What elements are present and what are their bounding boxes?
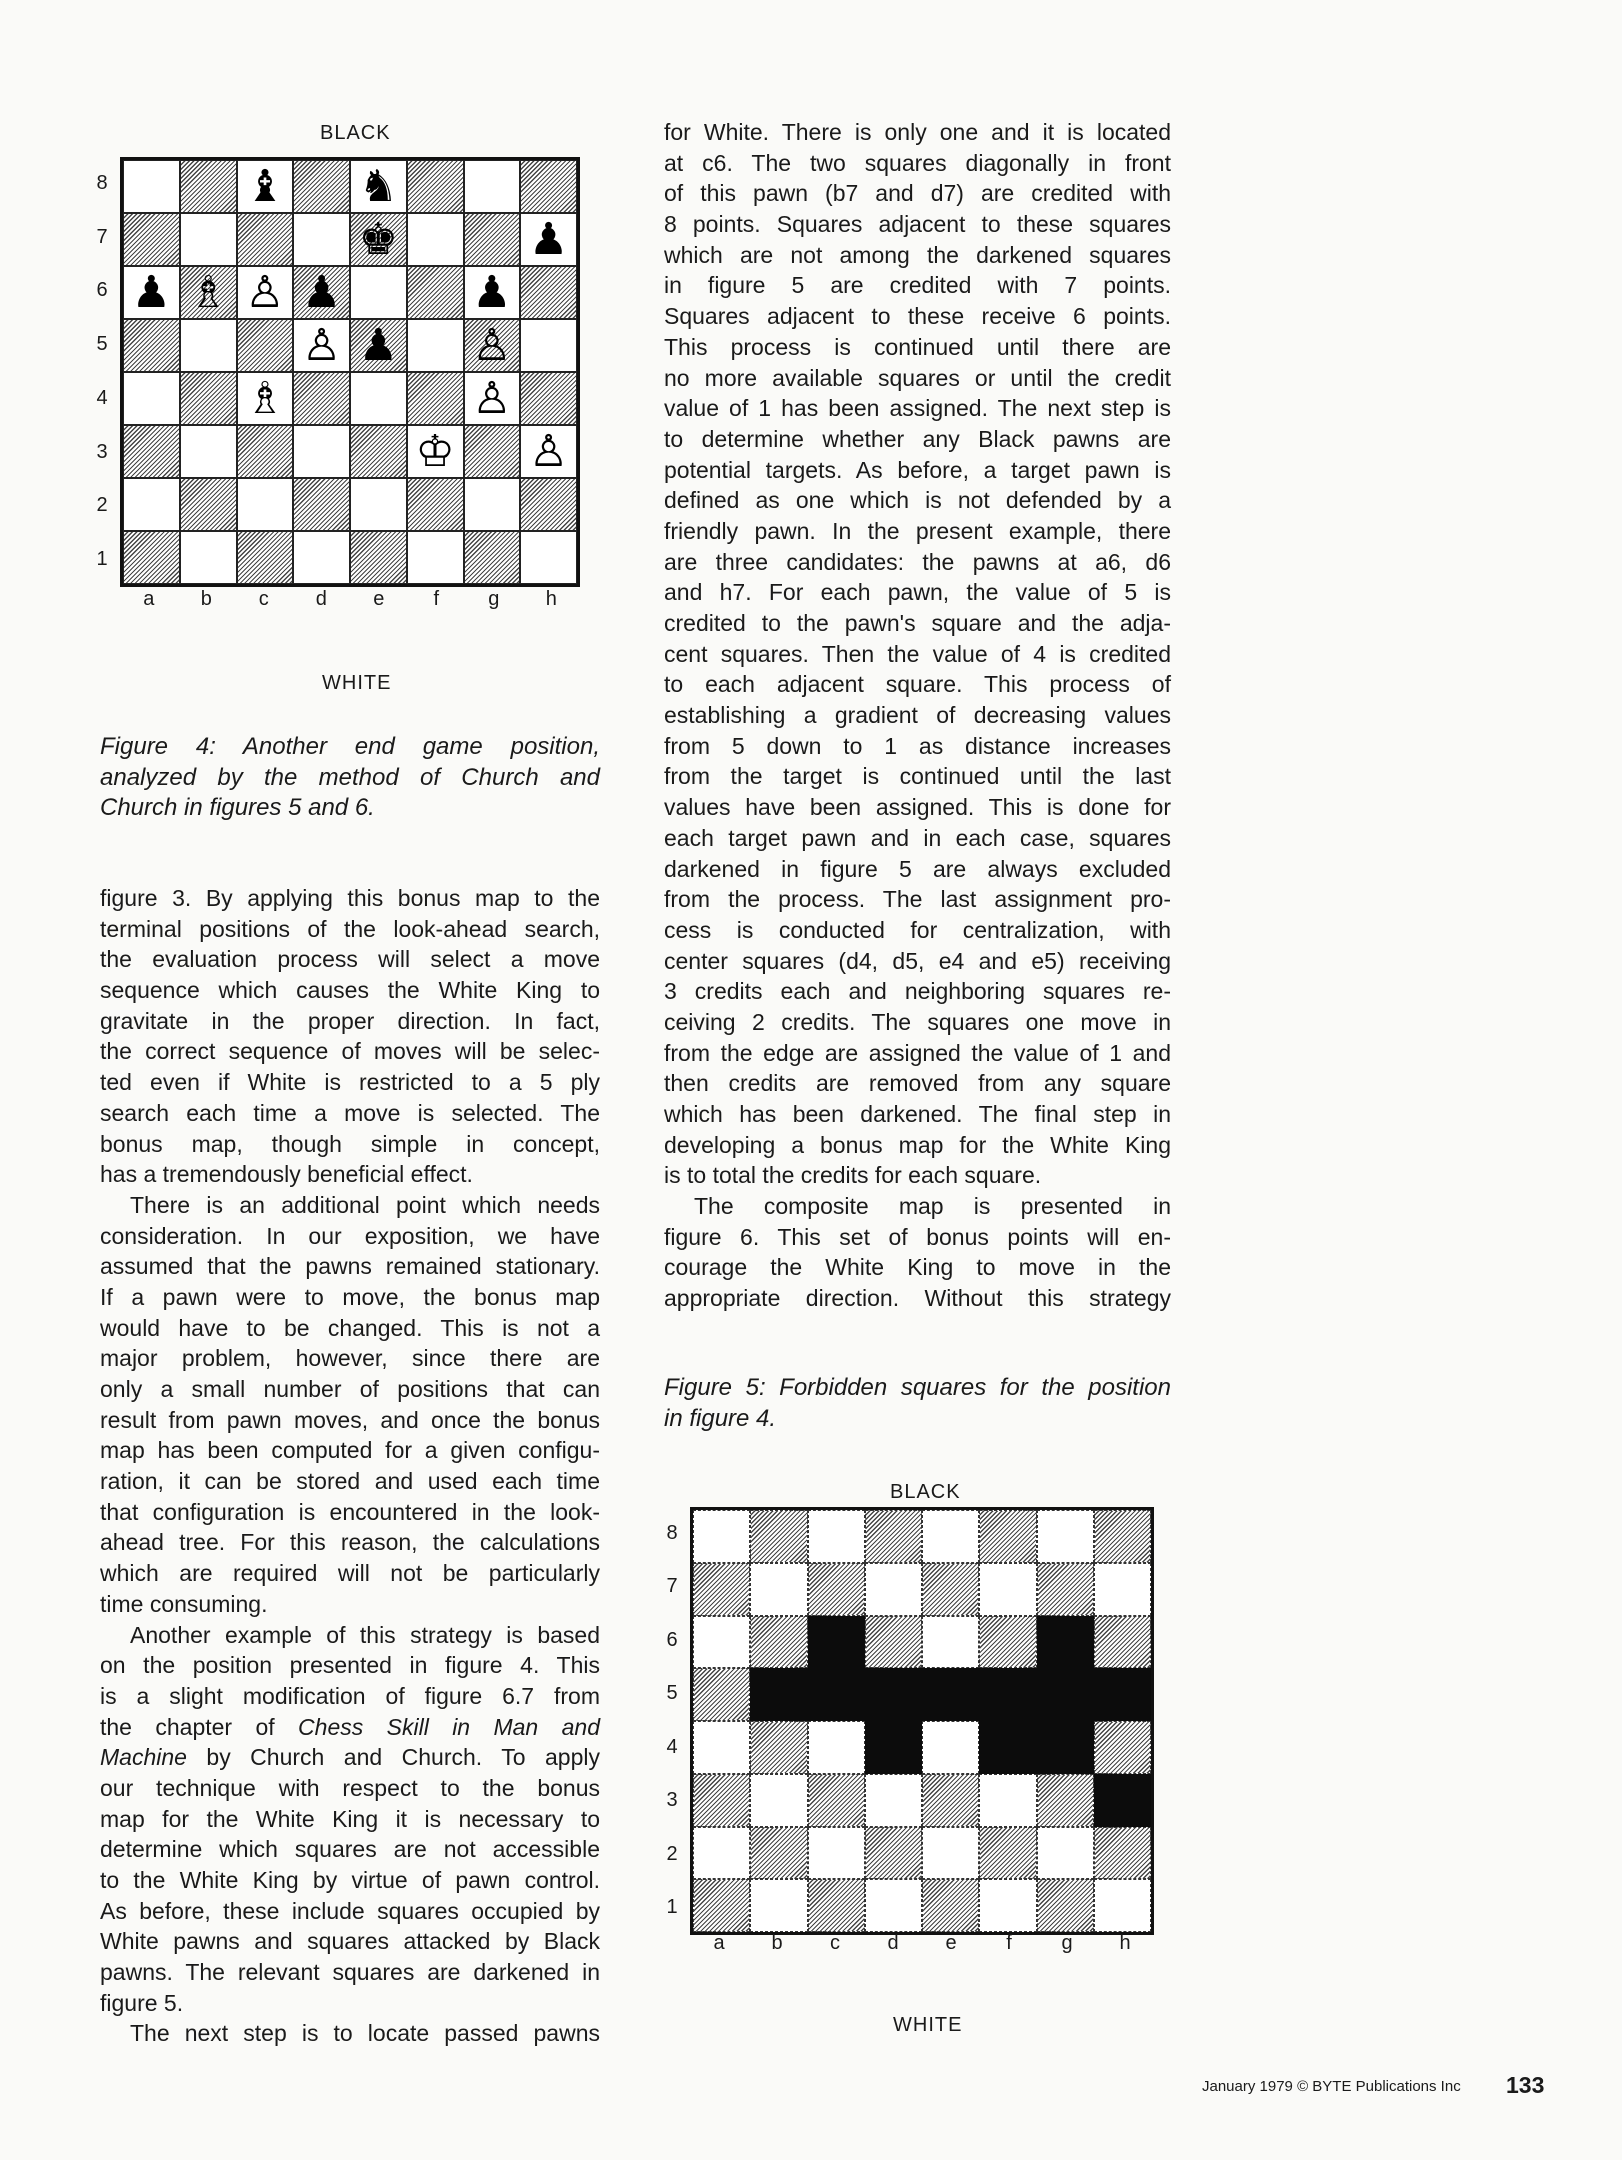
- white-bishop-icon: ♗: [245, 372, 285, 424]
- white-pawn-icon: ♙: [245, 266, 285, 318]
- square-e2: [922, 1827, 979, 1880]
- square-f7: [979, 1563, 1036, 1616]
- file-label: h: [1119, 1932, 1131, 1954]
- square-d1: [865, 1879, 922, 1932]
- text-line: map has been computed for a given configu-: [100, 1437, 600, 1464]
- text-line: would have to be changed. This is not a: [100, 1314, 600, 1341]
- text-line: ahead tree. For this reason, the calculations: [100, 1529, 600, 1556]
- text-line: which are required will not be particularly: [100, 1560, 600, 1587]
- text-line: is to total the credits for each square.: [664, 1162, 1042, 1189]
- file-label: h: [545, 588, 557, 610]
- text-line: credited to the pawn's square and the adja-: [664, 610, 1171, 636]
- text-line: 8 points. Squares adjacent to these squares: [664, 211, 1171, 238]
- rank-label: 5: [96, 333, 108, 356]
- text-line: cess is conducted for centralization, with: [664, 916, 1171, 943]
- black-pawn-icon: ♟: [528, 213, 569, 265]
- square-h5: [1094, 1668, 1151, 1721]
- text-line: figure 5.: [100, 1989, 184, 2016]
- text-line: value of 1 has been assigned. The next step is: [664, 395, 1171, 422]
- square-e1: [922, 1879, 979, 1932]
- white-pawn-icon: ♙: [528, 425, 569, 477]
- square-a5: [693, 1668, 750, 1721]
- square-d8: [865, 1510, 922, 1563]
- square-b8: [750, 1510, 807, 1563]
- square-e6: [922, 1616, 979, 1669]
- square-d5: [293, 319, 350, 372]
- square-d2: [293, 478, 350, 531]
- left-text-column: [100, 883, 600, 2049]
- square-g3: [1037, 1774, 1094, 1827]
- text-line: ration, it can be stored and used each time: [100, 1468, 600, 1495]
- square-d6: [293, 266, 350, 319]
- square-g2: [464, 478, 521, 531]
- text-line: and h7. For each pawn, the value of 5 is: [664, 579, 1171, 606]
- square-d6: [865, 1616, 922, 1669]
- square-a4: [123, 372, 180, 425]
- rank-label: 2: [666, 1842, 678, 1865]
- figure5-caption: [664, 1372, 1171, 1433]
- square-b6: [750, 1616, 807, 1669]
- square-f1: [979, 1879, 1036, 1932]
- square-g7: [1037, 1563, 1094, 1616]
- text-line: friendly pawn. In the present example, there: [664, 517, 1171, 544]
- square-g8: [464, 160, 521, 213]
- figure4-chessboard: [120, 157, 580, 587]
- text-line: As before, these include squares occupied by: [100, 1897, 600, 1924]
- rank-label: 6: [666, 1628, 678, 1651]
- square-d2: [865, 1827, 922, 1880]
- square-h5: [520, 319, 577, 372]
- file-label: f: [433, 588, 440, 610]
- square-g8: [1037, 1510, 1094, 1563]
- square-c6: [808, 1616, 865, 1669]
- text-line: from the edge are assigned the value of 1 and: [664, 1039, 1171, 1066]
- text-line: only a small number of positions that can: [100, 1376, 600, 1402]
- square-e4: [350, 372, 407, 425]
- square-g4: [464, 372, 521, 425]
- square-h1: [520, 531, 577, 584]
- square-h2: [520, 478, 577, 531]
- file-label: f: [1006, 1932, 1012, 1954]
- square-e8: [350, 160, 407, 213]
- text-line: our technique with respect to the bonus: [100, 1774, 600, 1801]
- text-line: from the process. The last assignment pro-: [664, 886, 1171, 913]
- figure5-top-label: BLACK: [890, 1481, 961, 1503]
- square-b5: [750, 1668, 807, 1721]
- file-label: b: [200, 588, 212, 610]
- square-g2: [1037, 1827, 1094, 1880]
- text-line: Machine by Church and Church. To apply: [100, 1744, 600, 1771]
- text-line: to determine whether any Black pawns are: [664, 425, 1171, 452]
- text-line: This process is continued until there are: [664, 333, 1171, 360]
- square-d5: [865, 1668, 922, 1721]
- square-g3: [464, 425, 521, 478]
- rank-label: 6: [96, 279, 108, 302]
- text-line: from 5 down to 1 as distance increases: [664, 732, 1171, 759]
- text-line: terminal positions of the look-ahead search,: [100, 915, 600, 942]
- square-c6: [237, 266, 294, 319]
- rank-label: 3: [96, 440, 108, 463]
- square-d3: [293, 425, 350, 478]
- square-d1: [293, 531, 350, 584]
- text-line: map for the White King it is necessary to: [100, 1805, 600, 1832]
- text-line: ceiving 2 credits. The squares one move in: [664, 1008, 1171, 1035]
- caption-line: in figure 4.: [664, 1404, 777, 1432]
- square-h3: [520, 425, 577, 478]
- black-bishop-icon: ♝: [245, 160, 285, 212]
- white-bishop-icon: ♗: [188, 266, 228, 318]
- square-b5: [180, 319, 237, 372]
- square-b2: [750, 1827, 807, 1880]
- square-g7: [464, 213, 521, 266]
- square-b7: [180, 213, 237, 266]
- black-king-icon: ♚: [358, 213, 399, 265]
- square-a4: [693, 1721, 750, 1774]
- square-e5: [922, 1668, 979, 1721]
- square-a2: [693, 1827, 750, 1880]
- square-h1: [1094, 1879, 1151, 1932]
- text-line: the chapter of Chess Skill in Man and: [100, 1713, 600, 1740]
- file-label: d: [315, 588, 327, 610]
- square-d4: [865, 1721, 922, 1774]
- text-line: establishing a gradient of decreasing values: [664, 702, 1171, 729]
- square-b3: [750, 1774, 807, 1827]
- right-text-column: [664, 117, 1171, 1314]
- text-line: no more available squares or until the credit: [664, 364, 1171, 391]
- square-a8: [693, 1510, 750, 1563]
- rank-label: 7: [96, 225, 108, 248]
- square-f7: [407, 213, 464, 266]
- text-line: to each adjacent square. This process of: [664, 671, 1171, 698]
- text-line: is a slight modification of figure 6.7 from: [100, 1682, 600, 1709]
- caption-line: Church in figures 5 and 6.: [100, 794, 375, 822]
- square-a3: [693, 1774, 750, 1827]
- file-label: e: [373, 588, 385, 610]
- text-line: of this pawn (b7 and d7) are credited with: [664, 180, 1171, 207]
- text-line: darkened in figure 5 are always excluded: [664, 855, 1171, 882]
- square-b4: [750, 1721, 807, 1774]
- square-f8: [407, 160, 464, 213]
- square-g1: [464, 531, 521, 584]
- square-c3: [237, 425, 294, 478]
- file-label: g: [1061, 1932, 1073, 1954]
- figure4-caption: [100, 731, 600, 823]
- square-h4: [1094, 1721, 1151, 1774]
- caption-line: analyzed by the method of Church and: [100, 763, 600, 791]
- rank-label: 2: [96, 494, 108, 517]
- italic-title: Machine: [100, 1744, 187, 1771]
- square-h4: [520, 372, 577, 425]
- page-number: 133: [1506, 2072, 1545, 2098]
- square-b3: [180, 425, 237, 478]
- text-line: the correct sequence of moves will be selec-: [100, 1038, 600, 1065]
- text-line: bonus map, though simple in concept,: [100, 1130, 600, 1157]
- square-a8: [123, 160, 180, 213]
- black-pawn-icon: ♟: [131, 266, 172, 318]
- text-line: each target pawn and in each case, squares: [664, 824, 1171, 851]
- square-e3: [350, 425, 407, 478]
- text-line: result from pawn moves, and once the bonus: [100, 1406, 600, 1433]
- square-c2: [808, 1827, 865, 1880]
- square-e6: [350, 266, 407, 319]
- text-line: courage the White King to move in the: [664, 1254, 1171, 1281]
- rank-label: 8: [666, 1521, 678, 1544]
- square-e1: [350, 531, 407, 584]
- figure5-bottom-label: WHITE: [893, 2014, 963, 2036]
- figure4-bottom-label: WHITE: [322, 672, 392, 694]
- text-line: White pawns and squares attacked by Black: [100, 1928, 600, 1955]
- square-c8: [808, 1510, 865, 1563]
- rank-label: 7: [666, 1575, 678, 1598]
- square-b1: [180, 531, 237, 584]
- file-label: a: [143, 588, 155, 610]
- square-f5: [407, 319, 464, 372]
- square-f5: [979, 1668, 1036, 1721]
- file-label: d: [887, 1932, 899, 1954]
- square-b4: [180, 372, 237, 425]
- text-line: the evaluation process will select a move: [100, 946, 600, 973]
- square-e7: [350, 213, 407, 266]
- square-h6: [1094, 1616, 1151, 1669]
- file-label: e: [945, 1932, 957, 1954]
- square-a7: [693, 1563, 750, 1616]
- square-f6: [979, 1616, 1036, 1669]
- file-label: c: [830, 1932, 840, 1954]
- white-pawn-icon: ♙: [472, 372, 512, 424]
- square-a3: [123, 425, 180, 478]
- text-line: ted even if White is restricted to a 5 ply: [100, 1069, 600, 1096]
- square-e3: [922, 1774, 979, 1827]
- rank-label: 3: [666, 1789, 678, 1812]
- square-f6: [407, 266, 464, 319]
- white-pawn-icon: ♙: [472, 319, 512, 371]
- black-knight-icon: ♞: [358, 160, 399, 212]
- square-g5: [464, 319, 521, 372]
- text-line: at c6. The two squares diagonally in front: [664, 149, 1171, 176]
- square-g4: [1037, 1721, 1094, 1774]
- square-c5: [808, 1668, 865, 1721]
- text-line: that configuration is encountered in the look-: [100, 1498, 600, 1525]
- square-g6: [1037, 1616, 1094, 1669]
- text-line: The composite map is presented in: [694, 1193, 1171, 1220]
- square-a6: [123, 266, 180, 319]
- square-b8: [180, 160, 237, 213]
- text-line: center squares (d4, d5, e4 and e5) receiving: [664, 947, 1171, 974]
- white-king-icon: ♔: [415, 425, 455, 477]
- text-line: to the White King by virtue of pawn control.: [100, 1867, 600, 1893]
- square-f4: [407, 372, 464, 425]
- square-a6: [693, 1616, 750, 1669]
- figure4-top-label: BLACK: [320, 122, 391, 144]
- text-line: in figure 5 are credited with 7 points.: [664, 272, 1171, 299]
- text-line: If a pawn were to move, the bonus map: [100, 1283, 600, 1310]
- text-line: assumed that the pawns remained stationary.: [100, 1253, 600, 1280]
- file-label: g: [488, 588, 500, 610]
- square-c1: [237, 531, 294, 584]
- square-e8: [922, 1510, 979, 1563]
- square-a1: [693, 1879, 750, 1932]
- text-line: consideration. In our exposition, we have: [100, 1222, 600, 1249]
- text-line: which are not among the darkened squares: [664, 241, 1171, 268]
- square-c7: [808, 1563, 865, 1616]
- square-d3: [865, 1774, 922, 1827]
- text-line: which has been darkened. The final step in: [664, 1101, 1171, 1127]
- text-line: search each time a move is selected. The: [100, 1099, 600, 1126]
- text-line: has a tremendously beneficial effect.: [100, 1161, 473, 1188]
- square-c1: [808, 1879, 865, 1932]
- square-a7: [123, 213, 180, 266]
- figure5-chessboard: [690, 1507, 1154, 1935]
- square-h8: [1094, 1510, 1151, 1563]
- square-e5: [350, 319, 407, 372]
- white-pawn-icon: ♙: [301, 319, 342, 371]
- text-line: from the target is continued until the last: [664, 763, 1171, 790]
- text-line: developing a bonus map for the White King: [664, 1131, 1171, 1158]
- rank-label: 8: [96, 171, 108, 194]
- square-d7: [293, 213, 350, 266]
- text-line: 3 credits each and neighboring squares re-: [664, 978, 1171, 1005]
- text-line: The next step is to locate passed pawns: [130, 2020, 600, 2047]
- rank-label: 4: [96, 386, 108, 409]
- square-c5: [237, 319, 294, 372]
- text-line: There is an additional point which needs: [130, 1191, 600, 1218]
- text-line: values have been assigned. This is done for: [664, 794, 1171, 821]
- square-b1: [750, 1879, 807, 1932]
- square-c4: [808, 1721, 865, 1774]
- text-line: for White. There is only one and it is located: [664, 119, 1171, 145]
- square-c4: [237, 372, 294, 425]
- square-e2: [350, 478, 407, 531]
- rank-label: 4: [666, 1735, 678, 1758]
- square-b2: [180, 478, 237, 531]
- square-b6: [180, 266, 237, 319]
- square-f1: [407, 531, 464, 584]
- rank-label: 1: [96, 548, 108, 571]
- text-line: gravitate in the proper direction. In fact,: [100, 1007, 600, 1034]
- square-f3: [979, 1774, 1036, 1827]
- square-f8: [979, 1510, 1036, 1563]
- square-c7: [237, 213, 294, 266]
- text-line: Another example of this strategy is based: [130, 1621, 600, 1648]
- text-line: figure 6. This set of bonus points will en-: [664, 1223, 1171, 1250]
- text-line: potential targets. As before, a target pawn is: [664, 456, 1171, 483]
- square-f4: [979, 1721, 1036, 1774]
- text-line: cent squares. Then the value of 4 is credited: [664, 640, 1171, 667]
- square-h7: [520, 213, 577, 266]
- square-g6: [464, 266, 521, 319]
- file-label: b: [771, 1932, 783, 1954]
- text-line: are three candidates: the pawns at a6, d6: [664, 548, 1171, 575]
- text-line: time consuming.: [100, 1590, 268, 1617]
- text-line: on the position presented in figure 4. This: [100, 1652, 600, 1679]
- rank-label: 1: [666, 1896, 678, 1919]
- text-line: determine which squares are not accessible: [100, 1836, 600, 1863]
- black-pawn-icon: ♟: [301, 266, 342, 318]
- square-h8: [520, 160, 577, 213]
- square-d8: [293, 160, 350, 213]
- footer-credit: January 1979 © BYTE Publications Inc: [1202, 2078, 1461, 2095]
- square-d7: [865, 1563, 922, 1616]
- text-line: Squares adjacent to these receive 6 points.: [664, 303, 1171, 330]
- square-h7: [1094, 1563, 1151, 1616]
- square-b7: [750, 1563, 807, 1616]
- square-a2: [123, 478, 180, 531]
- text-line: appropriate direction. Without this strategy: [664, 1285, 1171, 1312]
- italic-title: Chess Skill in Man and: [298, 1713, 600, 1740]
- caption-line: Figure 4: Another end game position,: [100, 733, 600, 760]
- square-f2: [407, 478, 464, 531]
- text-line: sequence which causes the White King to: [100, 977, 600, 1004]
- square-c3: [808, 1774, 865, 1827]
- square-a1: [123, 531, 180, 584]
- file-label: c: [258, 588, 269, 610]
- square-c8: [237, 160, 294, 213]
- square-f3: [407, 425, 464, 478]
- square-d4: [293, 372, 350, 425]
- square-f2: [979, 1827, 1036, 1880]
- file-label: a: [713, 1932, 725, 1954]
- text-line: figure 3. By applying this bonus map to the: [100, 885, 600, 911]
- text-line: then credits are removed from any square: [664, 1070, 1171, 1097]
- black-pawn-icon: ♟: [358, 319, 399, 371]
- square-h3: [1094, 1774, 1151, 1827]
- square-e7: [922, 1563, 979, 1616]
- square-a5: [123, 319, 180, 372]
- black-pawn-icon: ♟: [472, 266, 512, 318]
- text-line: pawns. The relevant squares are darkened in: [100, 1959, 600, 1986]
- square-g1: [1037, 1879, 1094, 1932]
- square-g5: [1037, 1668, 1094, 1721]
- square-e4: [922, 1721, 979, 1774]
- caption-line: Figure 5: Forbidden squares for the position: [664, 1374, 1171, 1401]
- square-h2: [1094, 1827, 1151, 1880]
- square-h6: [520, 266, 577, 319]
- rank-label: 5: [666, 1682, 678, 1705]
- text-line: defined as one which is not defended by a: [664, 487, 1171, 514]
- square-c2: [237, 478, 294, 531]
- text-line: major problem, however, since there are: [100, 1345, 600, 1372]
